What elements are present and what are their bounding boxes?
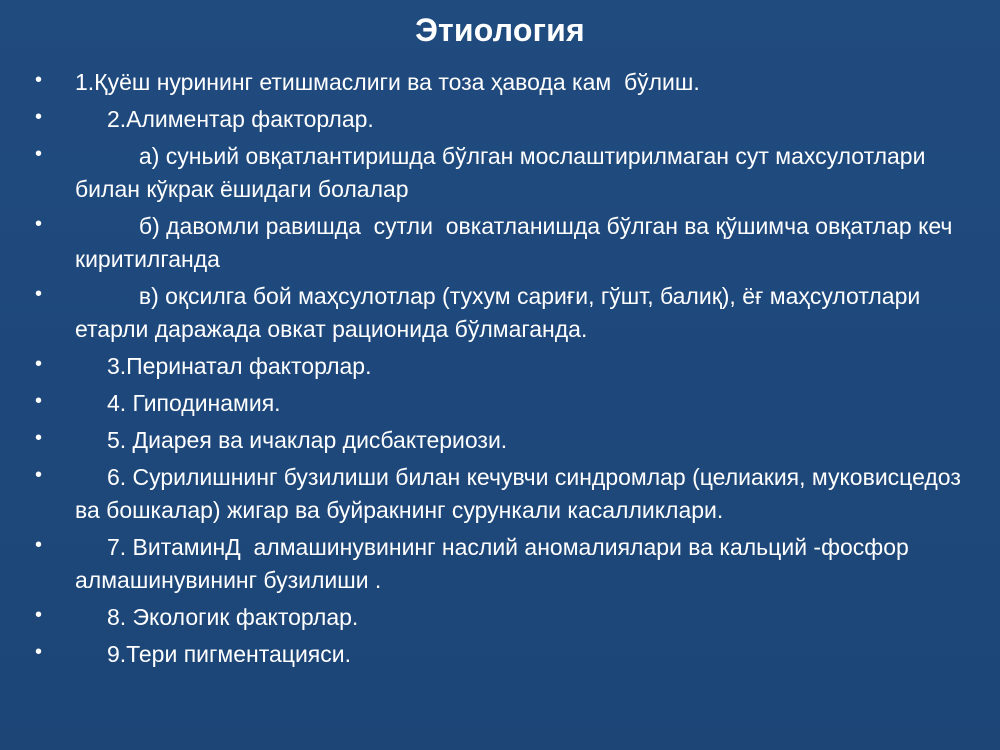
bullet-icon: • [35, 143, 43, 165]
list-item [35, 531, 970, 597]
bullet-icon: • [35, 283, 43, 305]
list-item [35, 387, 970, 420]
bullet-icon: • [35, 641, 43, 663]
slide-title: Этиология [415, 12, 585, 48]
list-item-text: 7. ВитаминД алмашинувининг наслий аномалиялари ва кальций -фосфор алмашинувининг бузилиши . [75, 534, 916, 593]
list-item-text: 5. Диарея ва ичаклар дисбактериози. [75, 427, 508, 453]
list-item-text: а) суньий овқатлантиришда бўлган мослаштирилмаган сут махсулотлари билан кўкрак ёшидаги болалар [75, 143, 932, 202]
etiology-list [35, 66, 970, 675]
list-item-text: 3.Перинатал факторлар. [75, 353, 372, 379]
list-item [35, 280, 970, 346]
list-item [35, 140, 970, 206]
list-item [35, 461, 970, 527]
list-item [35, 601, 970, 634]
list-item-text: 9.Тери пигментацияси. [75, 641, 351, 667]
bullet-icon: • [35, 427, 43, 449]
bullet-icon: • [35, 213, 43, 235]
bullet-icon: • [35, 69, 43, 91]
list-item [35, 66, 970, 99]
bullet-icon: • [35, 106, 43, 128]
bullet-icon: • [35, 534, 43, 556]
list-item-text: 4. Гиподинамия. [75, 390, 281, 416]
list-item-text: 1.Қуёш нурининг етишмаслиги ва тоза ҳавода кам бўлиш. [75, 69, 700, 95]
bullet-icon: • [35, 390, 43, 412]
bullet-icon: • [35, 464, 43, 486]
list-item-text: 2.Алиментар факторлар. [75, 106, 374, 132]
list-item-text: в) оқсилга бой маҳсулотлар (тухум сариғи, гўшт, балиқ), ёғ маҳсулотлари етарли даражада овкат рационида бўлмаганда. [75, 283, 927, 342]
list-item [35, 210, 970, 276]
bullet-icon: • [35, 353, 43, 375]
list-item-text: 8. Экологик факторлар. [75, 604, 359, 630]
list-item [35, 103, 970, 136]
list-item [35, 424, 970, 457]
list-item [35, 350, 970, 383]
bullet-icon: • [35, 604, 43, 626]
list-item-text: 6. Сурилишнинг бузилиши билан кечувчи синдромлар (целиакия, муковисцедоз ва бошкалар) жигар ва буйракнинг сурункали касалликлари. [75, 464, 968, 523]
list-item [35, 638, 970, 671]
list-item-text: б) давомли равишда сутли овкатланишда бўлган ва қўшимча овқатлар кеч киритилганда [75, 213, 959, 272]
